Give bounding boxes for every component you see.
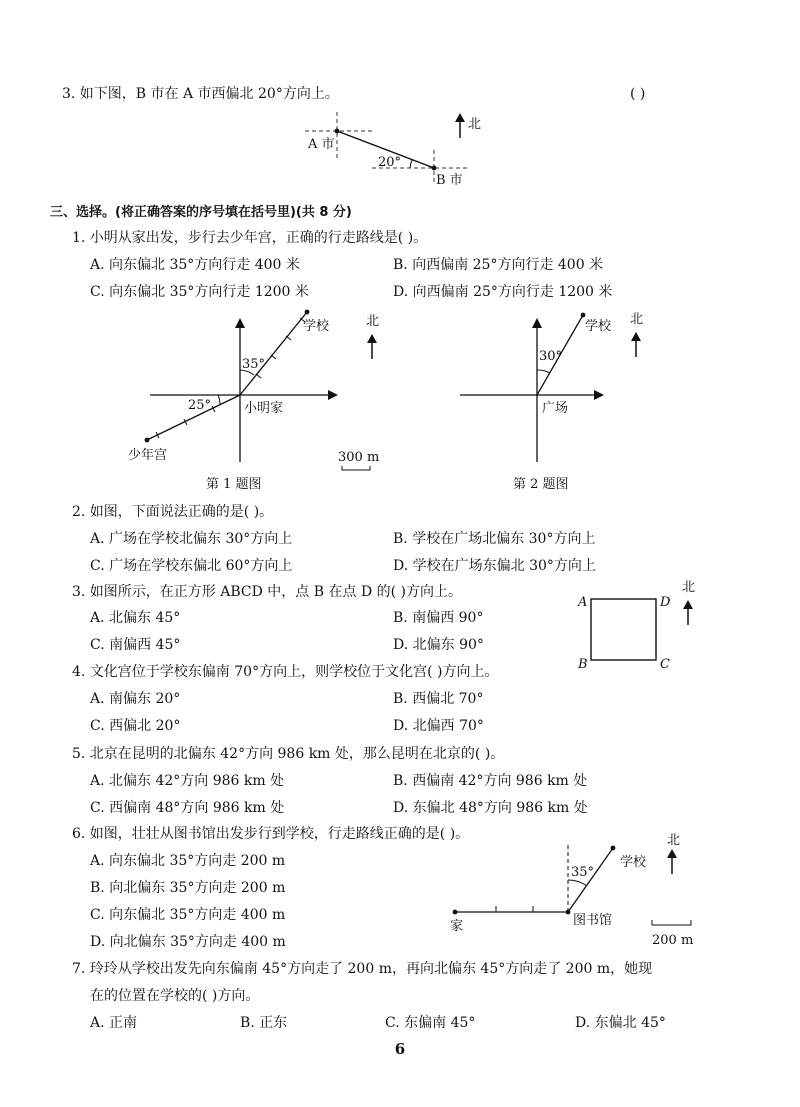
q2-option-b[interactable]: B. 学校在广场北偏东 30°方向上 <box>393 531 596 547</box>
q5-option-a[interactable]: A. 北偏东 42°方向 986 km 处 <box>90 773 285 789</box>
q4-option-b[interactable]: B. 西偏北 70° <box>393 691 484 707</box>
q6-library: 图书馆 <box>573 913 613 928</box>
q1-stem: 1. 小明从家出发，步行去少年宫，正确的行走路线是( )。 <box>72 230 428 246</box>
q3-option-a[interactable]: A. 北偏东 45° <box>90 610 181 626</box>
north-arrow-icon <box>455 113 465 122</box>
q2-option-d[interactable]: D. 学校在广场东偏北 30°方向上 <box>393 558 596 574</box>
q4-option-d[interactable]: D. 北偏西 70° <box>393 718 484 734</box>
tf3-north: 北 <box>468 117 482 132</box>
q6-option-b[interactable]: B. 向北偏东 35°方向走 200 m <box>90 880 286 896</box>
q3-label-b: B <box>578 657 588 672</box>
page-number: 6 <box>394 1040 406 1058</box>
q3-label-a: A <box>578 595 588 610</box>
q4-option-a[interactable]: A. 南偏东 20° <box>90 691 181 707</box>
q4-stem: 4. 文化宫位于学校东偏南 70°方向上，则学校位于文化宫( )方向上。 <box>72 664 499 680</box>
q1-option-c[interactable]: C. 向东偏北 35°方向行走 1200 米 <box>90 284 309 300</box>
north-arrow-icon <box>667 849 677 858</box>
q2-option-a[interactable]: A. 广场在学校北偏东 30°方向上 <box>90 531 293 547</box>
q6-option-d[interactable]: D. 向北偏东 35°方向走 400 m <box>90 934 286 950</box>
tf3-figure <box>305 112 481 188</box>
q2-stem: 2. 如图，下面说法正确的是( )。 <box>72 504 274 520</box>
q7-option-a[interactable]: A. 正南 <box>90 1015 138 1031</box>
figure-1 <box>128 310 379 492</box>
tf3-angle: 20° <box>378 155 402 170</box>
q6-option-a[interactable]: A. 向东偏北 35°方向走 200 m <box>90 853 286 869</box>
fig1-angle-35: 35° <box>242 357 266 372</box>
q1-option-b[interactable]: B. 向西偏南 25°方向行走 400 米 <box>393 257 604 273</box>
fig1-home: 小明家 <box>244 401 284 416</box>
q3-label-c: C <box>660 657 670 672</box>
q6-option-c[interactable]: C. 向东偏北 35°方向走 400 m <box>90 907 286 923</box>
q3-option-b[interactable]: B. 南偏西 90° <box>393 610 484 626</box>
fig2-caption: 第 2 题图 <box>513 477 569 492</box>
q7-stem-line2: 在的位置在学校的( )方向。 <box>90 988 260 1004</box>
tf3-label-a: A 市 <box>308 137 335 152</box>
q3-stem: 3. 如图所示，在正方形 ABCD 中，点 B 在点 D 的( )方向上。 <box>72 584 462 600</box>
fig2-square: 广场 <box>542 401 569 416</box>
fig1-angle-25: 25° <box>188 398 212 413</box>
fig2-school: 学校 <box>585 319 612 334</box>
q7-option-c[interactable]: C. 东偏南 45° <box>385 1015 476 1031</box>
figure-2 <box>460 312 643 492</box>
q3-label-d: D <box>660 595 671 610</box>
north-arrow-icon <box>631 332 641 341</box>
q7-option-d[interactable]: D. 东偏北 45° <box>575 1015 666 1031</box>
q1-option-d[interactable]: D. 向西偏南 25°方向行走 1200 米 <box>393 284 613 300</box>
q6-stem: 6. 如图，壮壮从图书馆出发步行到学校，行走路线正确的是( )。 <box>72 826 470 842</box>
fig1-caption: 第 1 题图 <box>206 477 262 492</box>
q5-option-c[interactable]: C. 西偏南 48°方向 986 km 处 <box>90 800 285 816</box>
q6-home: 家 <box>450 919 464 934</box>
fig2-north: 北 <box>630 312 644 327</box>
q3-option-c[interactable]: C. 南偏西 45° <box>90 637 181 653</box>
north-arrow-icon <box>367 334 377 343</box>
fig1-north: 北 <box>366 314 380 329</box>
q3-north: 北 <box>682 580 696 595</box>
q3-square-figure <box>577 580 695 672</box>
tf3-answer-paren[interactable]: ( ) <box>630 86 646 102</box>
fig1-school: 学校 <box>303 319 330 334</box>
q6-school: 学校 <box>620 855 647 870</box>
q4-option-c[interactable]: C. 西偏北 20° <box>90 718 181 734</box>
fig1-palace: 少年宫 <box>128 448 168 463</box>
tf3-label-b: B 市 <box>436 173 463 188</box>
q5-option-b[interactable]: B. 西偏南 42°方向 986 km 处 <box>393 773 588 789</box>
fig2-angle-30: 30° <box>539 349 563 364</box>
north-arrow-icon <box>683 600 693 609</box>
q2-option-c[interactable]: C. 广场在学校东偏北 60°方向上 <box>90 558 293 574</box>
q3-option-d[interactable]: D. 北偏东 90° <box>393 637 484 653</box>
tf3-question: 3. 如下图，B 市在 A 市西偏北 20°方向上。 <box>62 86 339 102</box>
q6-figure <box>450 833 693 948</box>
q5-stem: 5. 北京在昆明的北偏东 42°方向 986 km 处，那么昆明在北京的( )。 <box>72 746 505 762</box>
q6-north-label: 北 <box>667 833 681 848</box>
q6-scale: 200 m <box>652 933 694 948</box>
q6-angle-35: 35° <box>571 865 595 880</box>
q7-stem-line1: 7. 玲玲从学校出发先向东偏南 45°方向走了 200 m，再向北偏东 45°方向走了 200 m，她现 <box>72 961 653 977</box>
q1-option-a[interactable]: A. 向东偏北 35°方向行走 400 米 <box>90 257 300 273</box>
section-3-title: 三、选择。(将正确答案的序号填在括号里)(共 8 分) <box>50 205 352 220</box>
q7-option-b[interactable]: B. 正东 <box>240 1015 288 1031</box>
fig1-scale: 300 m <box>338 450 380 465</box>
q5-option-d[interactable]: D. 东偏北 48°方向 986 km 处 <box>393 800 588 816</box>
